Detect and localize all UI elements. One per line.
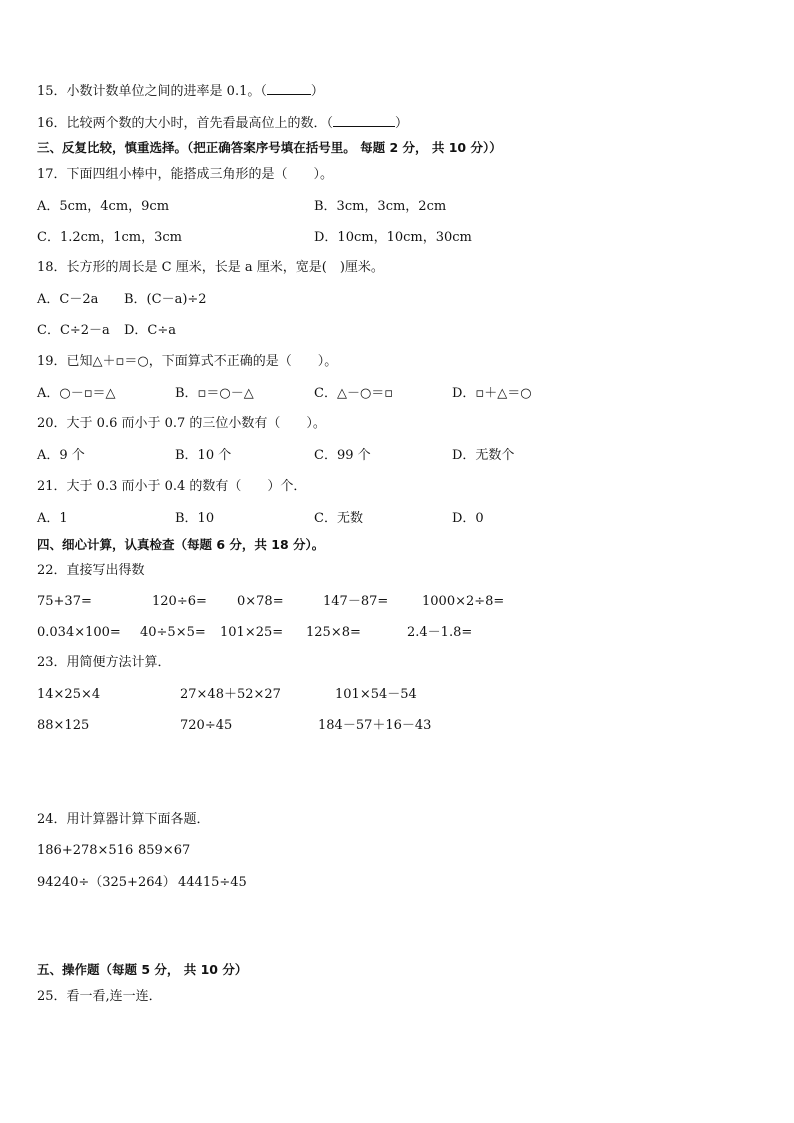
calc-item: 186+278×516 bbox=[37, 843, 134, 858]
question-18-stem: 18．长方形的周长是 C 厘米，长是 a 厘米，宽是( )厘米。 bbox=[37, 260, 384, 275]
calc-item: 27×48＋52×27 bbox=[180, 687, 281, 702]
calc-item: 2.4－1.8= bbox=[407, 625, 473, 640]
calc-item: 101×54－54 bbox=[335, 687, 417, 702]
question-17-stem: 17．下面四组小棒中，能搭成三角形的是（ ）。 bbox=[37, 167, 334, 182]
calc-item: 125×8= bbox=[306, 625, 361, 640]
question-16-text: 16．比较两个数的大小时，首先看最高位上的数．（ bbox=[37, 116, 334, 131]
option-d[interactable]: D．▫＋△＝○ bbox=[452, 386, 532, 401]
option-d[interactable]: D．无数个 bbox=[452, 448, 515, 463]
calc-item: 94240÷（325+264） bbox=[37, 875, 176, 890]
option-a[interactable]: A．5cm，4cm，9cm bbox=[37, 199, 170, 214]
option-c[interactable]: C．99 个 bbox=[314, 448, 371, 463]
option-c[interactable]: C．无数 bbox=[314, 511, 363, 526]
calc-item: 720÷45 bbox=[180, 718, 233, 733]
calc-item: 0×78= bbox=[237, 594, 284, 609]
calc-item: 88×125 bbox=[37, 718, 90, 733]
calc-item: 14×25×4 bbox=[37, 687, 101, 702]
question-16 bbox=[37, 114, 408, 133]
option-c[interactable]: C．△－○＝▫ bbox=[314, 386, 394, 401]
calc-item: 1000×2÷8= bbox=[422, 594, 505, 609]
option-d[interactable]: D．C÷a bbox=[124, 323, 177, 338]
option-c[interactable]: C．1.2cm，1cm，3cm bbox=[37, 230, 182, 245]
option-a[interactable]: A．9 个 bbox=[37, 448, 85, 463]
option-a[interactable]: A．C－2a bbox=[37, 292, 99, 307]
question-15-close: ） bbox=[310, 84, 324, 99]
section-4-heading: 四、细心计算，认真检查（每题 6 分，共 18 分）。 bbox=[37, 537, 325, 552]
option-b[interactable]: B．(C－a)÷2 bbox=[124, 292, 207, 307]
calc-item: 120÷6= bbox=[152, 594, 207, 609]
option-c[interactable]: C．C÷2－a bbox=[37, 323, 110, 338]
calc-item: 101×25= bbox=[220, 625, 284, 640]
option-b[interactable]: B．▫＝○－△ bbox=[175, 386, 254, 401]
question-23-stem: 23．用简便方法计算． bbox=[37, 655, 171, 670]
question-19-stem: 19．已知△＋▫＝○，下面算式不正确的是（ ）。 bbox=[37, 354, 338, 369]
calc-item: 147－87= bbox=[323, 594, 389, 609]
option-d[interactable]: D．10cm，10cm，30cm bbox=[314, 230, 472, 245]
question-24-stem: 24．用计算器计算下面各题． bbox=[37, 812, 210, 827]
calc-item: 184－57＋16－43 bbox=[318, 718, 432, 733]
option-b[interactable]: B．10 bbox=[175, 511, 215, 526]
section-3-heading: 三、反复比较，慎重选择。（把正确答案序号填在括号里。 每题 2 分， 共 10 分）） bbox=[37, 140, 502, 155]
answer-blank[interactable] bbox=[333, 114, 395, 127]
option-b[interactable]: B．3cm，3cm，2cm bbox=[314, 199, 447, 214]
question-21-stem: 21．大于 0.3 而小于 0.4 的数有（ ）个． bbox=[37, 479, 307, 494]
option-d[interactable]: D．0 bbox=[452, 511, 484, 526]
answer-blank[interactable] bbox=[267, 82, 311, 95]
question-15 bbox=[37, 82, 324, 101]
section-5-heading: 五、操作题（每题 5 分， 共 10 分） bbox=[37, 962, 248, 977]
option-a[interactable]: A．○－▫＝△ bbox=[37, 386, 116, 401]
question-25-stem: 25．看一看,连一连． bbox=[37, 989, 162, 1004]
calc-item: 75+37= bbox=[37, 594, 92, 609]
calc-item: 0.034×100= bbox=[37, 625, 121, 640]
calc-item: 40÷5×5= bbox=[140, 625, 206, 640]
question-22-stem: 22．直接写出得数 bbox=[37, 563, 145, 578]
question-20-stem: 20．大于 0.6 而小于 0.7 的三位小数有（ ）。 bbox=[37, 416, 326, 431]
calc-item: 44415÷45 bbox=[178, 875, 247, 890]
question-15-text: 15．小数计数单位之间的进率是 0.1。（ bbox=[37, 84, 267, 99]
calc-item: 859×67 bbox=[138, 843, 191, 858]
option-a[interactable]: A．1 bbox=[37, 511, 68, 526]
option-b[interactable]: B．10 个 bbox=[175, 448, 232, 463]
question-16-close: ） bbox=[395, 116, 409, 131]
